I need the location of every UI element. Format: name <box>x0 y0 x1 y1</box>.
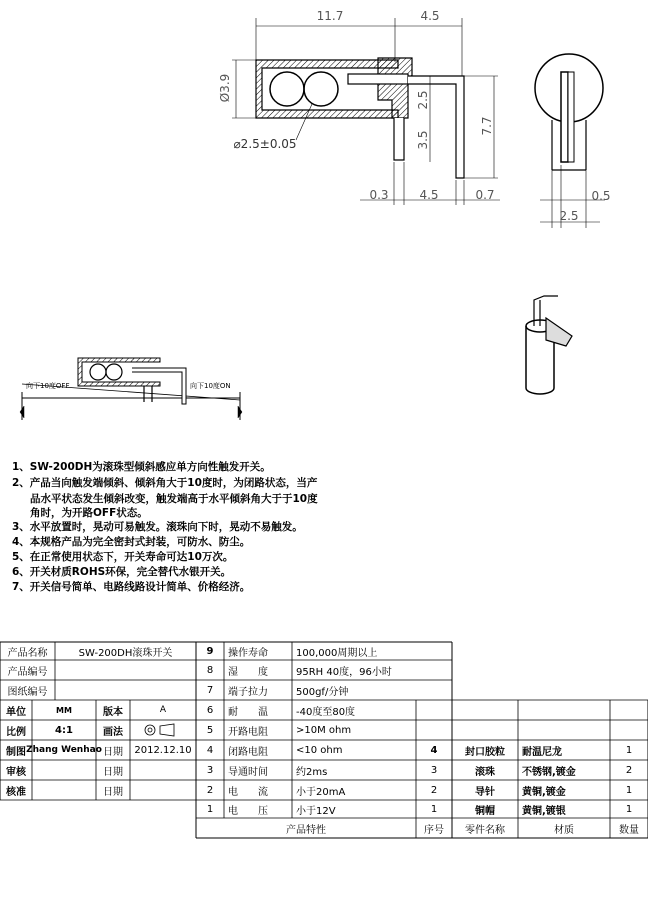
part-qty: 1 <box>625 784 633 796</box>
part-qty: 1 <box>625 744 633 756</box>
dim-side-pin: 0.5 <box>591 189 611 203</box>
spec-name: 闭路电阻 <box>228 746 268 758</box>
spec-no: 4 <box>206 744 214 756</box>
note-line: 1、SW-200DH为滚珠型倾斜感应单方向性触发开关。 <box>12 461 271 473</box>
product-name: SW-200DH滚珠开关 <box>78 647 173 659</box>
dim-ball-diameter: ⌀2.5±0.05 <box>233 137 297 151</box>
spec-no: 1 <box>206 803 214 815</box>
date-label: 日期 <box>103 746 123 758</box>
date-label: 日期 <box>103 786 123 798</box>
date-value: 2012.12.10 <box>134 744 192 756</box>
part-material: 耐温尼龙 <box>522 746 562 758</box>
parts-header-material: 材质 <box>554 824 574 836</box>
spec-no: 7 <box>206 684 214 696</box>
part-material: 不锈钢,镀金 <box>522 766 576 778</box>
drawn-by: Zhang Wenhao <box>26 745 102 755</box>
part-no: 4 <box>430 744 438 756</box>
dim-total-height: 7.7 <box>480 116 494 136</box>
spec-value: 小于20mA <box>296 786 346 798</box>
part-qty: 1 <box>625 803 633 815</box>
spec-no: 2 <box>206 784 214 796</box>
spec-no: 6 <box>206 704 214 716</box>
dim-bottom-c: 0.7 <box>475 188 495 202</box>
drawing-no-label: 图纸编号 <box>7 686 48 698</box>
date-label: 日期 <box>103 766 123 778</box>
spec-value: <10 ohm <box>296 744 343 756</box>
note-line: 品水平状态发生倾斜改变，触发端高于水平倾斜角大于于10度 <box>30 493 318 505</box>
dim-top-right: 4.5 <box>420 9 440 23</box>
spec-name: 开路电阻 <box>228 726 268 738</box>
scale-value: 4:1 <box>55 724 73 736</box>
part-name: 导针 <box>475 786 495 798</box>
spec-name: 端子拉力 <box>228 686 268 698</box>
spec-value: 约2ms <box>296 766 328 778</box>
spec-footer: 产品特性 <box>286 824 326 836</box>
spec-no: 8 <box>206 664 214 676</box>
part-no: 3 <box>430 764 438 776</box>
parts-header-part: 零件名称 <box>465 824 505 836</box>
spec-no: 3 <box>206 764 214 776</box>
note-line: 5、在正常使用状态下，开关寿命可达10万次。 <box>12 551 234 563</box>
spec-name: 耐 温 <box>228 706 268 718</box>
review-label: 审核 <box>6 766 26 778</box>
projection-label: 画法 <box>103 726 123 738</box>
note-line: 3、水平放置时，晃动可易触发。滚珠向下时，晃动不易触发。 <box>12 521 303 533</box>
spec-value: 小于12V <box>296 805 336 817</box>
spec-name: 导通时间 <box>228 766 268 778</box>
spec-name: 操作寿命 <box>228 647 268 659</box>
part-name: 铜帽 <box>475 805 495 817</box>
product-no-label: 产品编号 <box>7 666 48 678</box>
tilt-on-label: 向下10度ON <box>190 382 231 390</box>
parts-header-no: 序号 <box>424 824 444 836</box>
scale-label: 比例 <box>6 726 26 738</box>
dim-bottom-a: 0.3 <box>369 188 389 202</box>
part-material: 黄铜,镀银 <box>522 805 566 817</box>
dim-lower-height: 3.5 <box>416 130 430 150</box>
version-label: 版本 <box>103 706 123 718</box>
part-qty: 2 <box>625 764 633 776</box>
spec-name: 电 流 <box>228 786 268 798</box>
part-name: 封口胶粒 <box>465 746 505 758</box>
spec-value: 95RH 40度，96小时 <box>296 666 392 678</box>
spec-no: 5 <box>206 724 214 736</box>
version-value: A <box>159 705 167 715</box>
parts-header-qty: 数量 <box>619 824 639 836</box>
note-line: 4、本规格产品为完全密封式封装，可防水、防尘。 <box>12 536 251 548</box>
spec-value: 100,000周期以上 <box>296 647 378 659</box>
dim-pin-height: 2.5 <box>416 90 430 110</box>
unit-value: MM <box>56 705 72 715</box>
note-line: 7、开关信号简单、电路线路设计简单、价格经济。 <box>12 581 251 593</box>
dim-bottom-b: 4.5 <box>419 188 439 202</box>
product-name-label: 产品名称 <box>7 647 48 659</box>
note-line: 角时，为开路OFF状态。 <box>30 507 148 519</box>
projection-symbol <box>145 724 174 736</box>
part-no: 1 <box>430 803 438 815</box>
dim-side-width: 2.5 <box>559 209 579 223</box>
dim-body-diameter: Ø3.9 <box>218 73 232 103</box>
dim-top-left: 11.7 <box>316 9 344 23</box>
part-name: 滚珠 <box>475 766 495 778</box>
spec-no: 9 <box>206 645 214 657</box>
spec-name: 湿 度 <box>228 666 268 678</box>
approve-label: 核准 <box>6 786 26 798</box>
part-material: 黄铜,镀金 <box>522 786 566 798</box>
spec-value: -40度至80度 <box>296 706 356 718</box>
note-line: 6、开关材质ROHS环保，完全替代水银开关。 <box>12 566 232 578</box>
spec-name: 电 压 <box>228 805 268 817</box>
drawn-label: 制图 <box>6 746 26 758</box>
unit-label: 单位 <box>6 706 26 718</box>
note-line: 2、产品当向触发端倾斜、倾斜角大于10度时，为闭路状态，当产 <box>12 477 318 489</box>
part-no: 2 <box>430 784 438 796</box>
tilt-off-label: 向下10度OFF <box>26 382 70 390</box>
spec-value: 500gf/分钟 <box>296 686 349 698</box>
spec-value: >10M ohm <box>296 724 352 736</box>
